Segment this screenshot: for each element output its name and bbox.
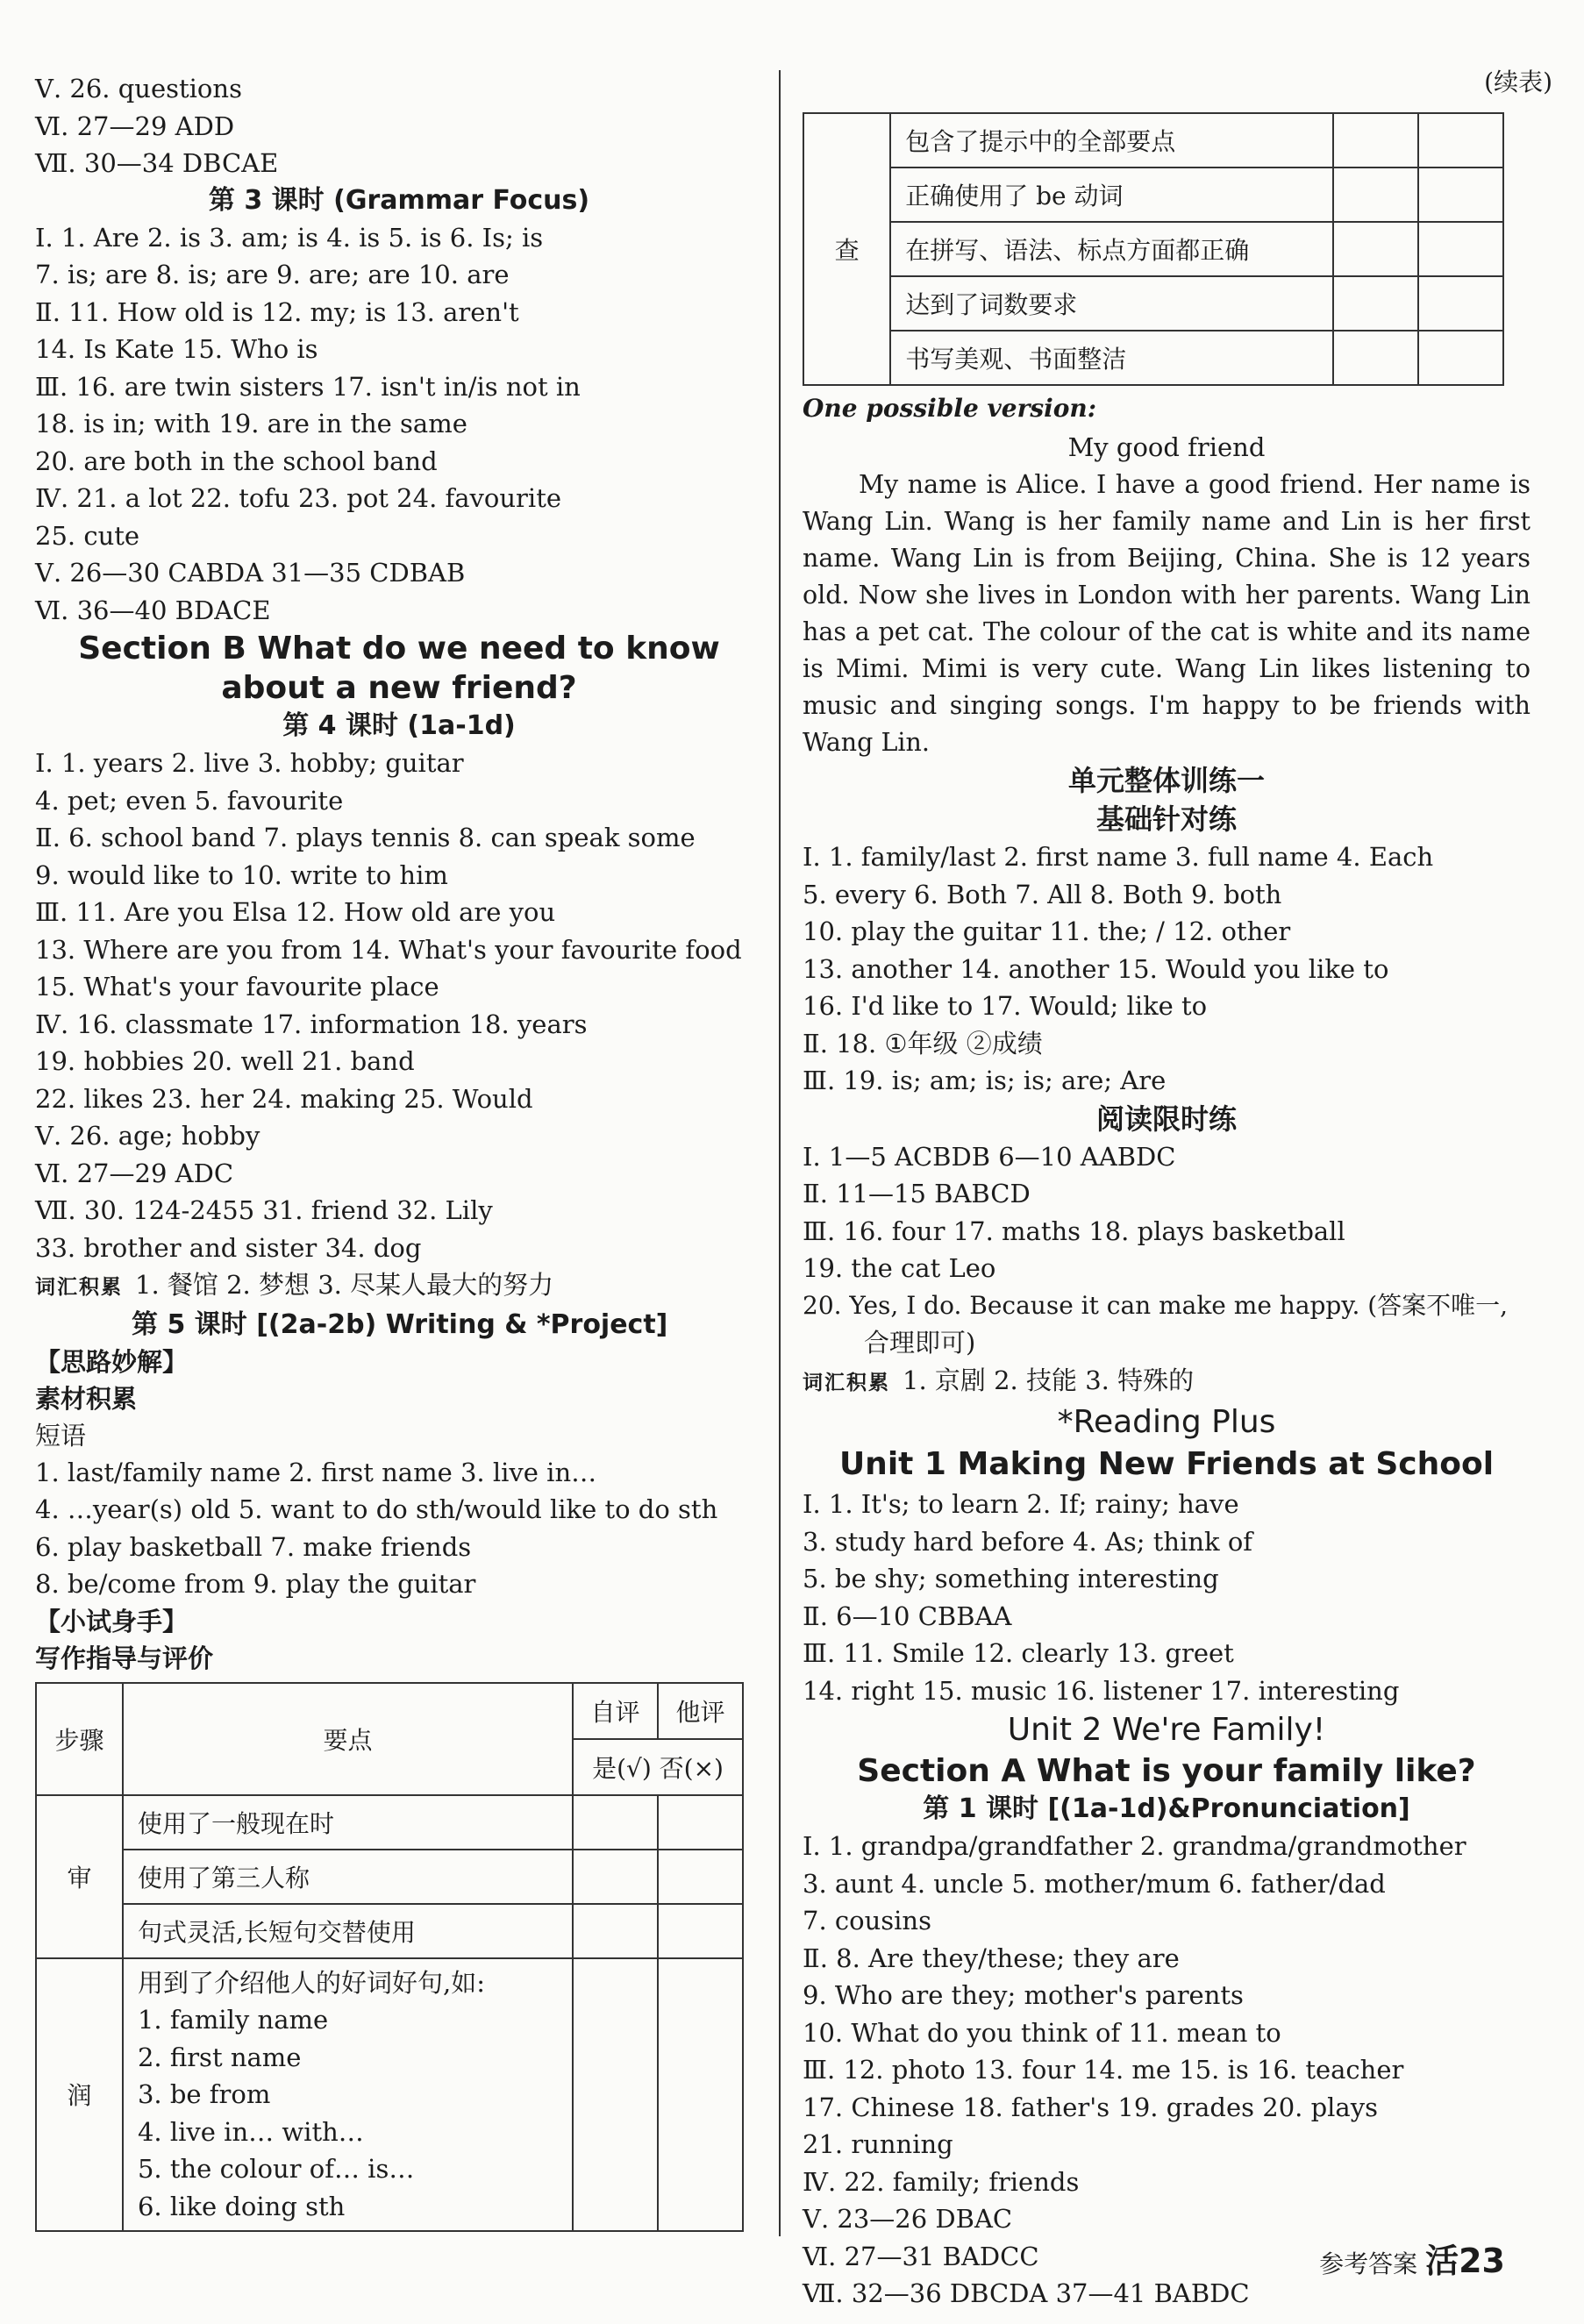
- basic-practice-heading: 基础针对练: [1095, 802, 1237, 836]
- answer-line: Ⅵ. 27—31 BADCC: [803, 2241, 1039, 2271]
- answer-line: 19. hobbies 20. well 21. band: [35, 1046, 415, 1076]
- phrase-line: 4. …year(s) old 5. want to do sth/would like to do sth: [35, 1494, 718, 1524]
- lesson-3-heading: 第 3 课时 (Grammar Focus): [208, 184, 590, 216]
- table-cell-line: 6. like doing sth: [137, 2191, 346, 2221]
- answer-line: Ⅰ. 1. years 2. live 3. hobby; guitar: [35, 748, 464, 778]
- table-header-self: 自评: [573, 1683, 658, 1739]
- answer-line: Ⅳ. 16. classmate 17. information 18. years: [35, 1009, 588, 1039]
- table-cell-line: 2. first name: [137, 2042, 302, 2072]
- phrase-line: 1. last/family name 2. first name 3. live in…: [35, 1457, 597, 1487]
- answer-line: 20. Yes, I do. Because it can make me happy. (答案不唯一,: [803, 1290, 1509, 1320]
- answer-line: Ⅰ. 1. grandpa/grandfather 2. grandma/grandmother: [803, 1831, 1466, 1861]
- step-run: 润: [36, 1958, 123, 2232]
- answer-line: 7. is; are 8. is; are 9. are; are 10. are: [35, 260, 510, 289]
- table-cell: 正确使用了 be 动词: [890, 168, 1332, 222]
- check-cell: [658, 1904, 743, 1958]
- check-cell: [1418, 331, 1503, 385]
- answer-line: Ⅶ. 30. 124-2455 31. friend 32. Lily: [35, 1195, 493, 1225]
- answer-line: Ⅱ. 6. school band 7. plays tennis 8. can speak some: [35, 823, 696, 852]
- table-header-step: 步骤: [36, 1683, 123, 1795]
- table-cell-line: 4. live in… with…: [137, 2116, 364, 2147]
- answer-line: Ⅰ. 1. Are 2. is 3. am; is 4. is 5. is 6. Is; is: [35, 222, 544, 253]
- continued-label: (续表): [1484, 68, 1552, 96]
- answer-line: 33. brother and sister 34. dog: [35, 1232, 422, 1263]
- section-b-heading-line2: about a new friend?: [221, 670, 577, 706]
- check-cell: [573, 1958, 658, 2232]
- answer-line: Ⅵ. 27—29 ADD: [35, 110, 235, 141]
- answer-line: 9. would like to 10. write to him: [35, 859, 448, 890]
- answer-line: 3. study hard before 4. As; think of: [803, 1526, 1253, 1557]
- lesson-1-heading: 第 1 课时 [(1a-1d)&Pronunciation]: [923, 1793, 1410, 1824]
- answer-line: Ⅱ. 8. Are they/these; they are: [803, 1943, 1180, 1973]
- check-cell: [1418, 168, 1503, 222]
- check-cell: [658, 1850, 743, 1904]
- footer-label: 参考答案: [1319, 2249, 1418, 2278]
- table-cell-line: 5. the colour of… is…: [137, 2154, 415, 2184]
- check-cell: [1418, 276, 1503, 331]
- unit-1-heading: Unit 1 Making New Friends at School: [838, 1446, 1495, 1482]
- answer-line: Ⅰ. 1—5 ACBDB 6—10 AABDC: [803, 1141, 1176, 1172]
- vocab-line: [803, 1362, 1530, 1402]
- brand-mark: 活: [1425, 2242, 1459, 2280]
- table-cell: [123, 1958, 573, 2232]
- answer-line: 21. running: [803, 2129, 953, 2159]
- answer-line: Ⅳ. 22. family; friends: [803, 2166, 1080, 2197]
- reading-plus-heading: *Reading Plus: [1057, 1404, 1276, 1440]
- check-cell: [1333, 331, 1418, 385]
- answer-line: Ⅲ. 19. is; am; is; is; are; Are: [803, 1066, 1167, 1095]
- xiaoshi-heading: 【小试身手】: [35, 1606, 189, 1636]
- answer-line: Ⅰ. 1. family/last 2. first name 3. full name 4. Each: [803, 842, 1434, 872]
- answer-line: Ⅵ. 27—29 ADC: [35, 1158, 234, 1188]
- answer-line: Ⅲ. 11. Smile 12. clearly 13. greet: [803, 1638, 1234, 1668]
- page-footer: [1319, 2234, 1505, 2282]
- table-header-peer: 他评: [658, 1683, 743, 1739]
- phrase-line: 6. play basketball 7. make friends: [35, 1531, 472, 1562]
- answer-line: Ⅰ. 1. It's; to learn 2. If; rainy; have: [803, 1489, 1239, 1519]
- answer-line: Ⅲ. 16. four 17. maths 18. plays basketball: [803, 1215, 1345, 1246]
- section-b-heading: Section B What do we need to know: [78, 631, 720, 667]
- answer-line: 10. What do you think of 11. mean to: [803, 2017, 1281, 2048]
- answer-line: Ⅵ. 36—40 BDACE: [35, 595, 271, 625]
- table-cell: 使用了第三人称: [123, 1850, 573, 1904]
- evaluation-table: [35, 1682, 744, 2233]
- vocab-text: 1. 餐馆 2. 梦想 3. 尽某人最大的努力: [135, 1270, 554, 1300]
- sucai-heading: 素材积累: [35, 1383, 138, 1414]
- answer-line: 19. the cat Leo: [803, 1253, 996, 1283]
- answer-line: Ⅴ. 26. age; hobby: [35, 1121, 260, 1151]
- lesson-4-heading: 第 4 课时 (1a-1d): [282, 710, 516, 741]
- vocab-tag: 词汇积累: [803, 1371, 890, 1394]
- answer-line: 4. pet; even 5. favourite: [35, 785, 344, 816]
- vocab-line: [35, 1266, 763, 1307]
- section-a-heading: Section A What is your family like?: [857, 1753, 1476, 1789]
- answer-line: Ⅲ. 11. Are you Elsa 12. How old are you: [35, 897, 556, 927]
- answer-line: 25. cute: [35, 520, 140, 551]
- xiezuo-heading: 写作指导与评价: [35, 1643, 214, 1673]
- answer-line: Ⅴ. 26—30 CABDA 31—35 CDBAB: [35, 558, 466, 588]
- unit-2-heading: Unit 2 We're Family!: [1007, 1712, 1326, 1748]
- check-cell: [658, 1958, 743, 2232]
- check-cell: [573, 1795, 658, 1850]
- step-shen: 审: [36, 1795, 123, 1958]
- check-cell: [1333, 276, 1418, 331]
- vocab-text: 1. 京剧 2. 技能 3. 特殊的: [903, 1365, 1195, 1395]
- phrase-line: 8. be/come from 9. play the guitar: [35, 1569, 476, 1599]
- table-cell-line: 用到了介绍他人的好词好句,如:: [137, 1967, 485, 1998]
- page-number: 23: [1459, 2242, 1505, 2280]
- sample-essay: [803, 428, 1530, 761]
- duanyu-label: 短语: [35, 1420, 87, 1451]
- right-column: [803, 112, 1530, 2313]
- essay-body: My name is Alice. I have a good friend. Her name is Wang Lin. Wang is her family name and Lin is her first name. Wang Lin is from Beijing, China. She is 12 years old. Now she lives in London with her parents. Wang Lin has a pet cat. The colour of the cat is white and its name is Mimi. Mimi is very cute. Wang Lin likes listening to music and singing songs. I'm happy to be friends with Wang Lin.: [803, 470, 1530, 757]
- silu-heading: 【思路妙解】: [35, 1346, 189, 1377]
- left-column: [35, 70, 763, 2232]
- table-cell: 句式灵活,长短句交替使用: [123, 1904, 573, 1958]
- table-cell-line: 1. family name: [137, 2005, 329, 2035]
- answer-line: 22. likes 23. her 24. making 25. Would: [35, 1083, 533, 1114]
- answer-line: 18. is in; with 19. are in the same: [35, 409, 467, 438]
- table-cell-line: 3. be from: [137, 2079, 271, 2109]
- answer-line: Ⅴ. 26. questions: [35, 74, 242, 103]
- answer-line: Ⅱ. 11. How old is 12. my; is 13. aren't: [35, 296, 519, 327]
- table-cell: 使用了一般现在时: [123, 1795, 573, 1850]
- answer-line: 3. aunt 4. uncle 5. mother/mum 6. father/dad: [803, 1868, 1386, 1899]
- answer-line: 14. Is Kate 15. Who is: [35, 334, 318, 364]
- answer-line: Ⅱ. 6—10 CBBAA: [803, 1600, 1012, 1631]
- check-cell: [1333, 222, 1418, 276]
- answer-line: 7. cousins: [803, 1906, 931, 1935]
- answer-line: 13. Where are you from 14. What's your favourite food: [35, 934, 742, 965]
- answer-line: Ⅱ. 18. ①年级 ②成绩: [803, 1028, 1043, 1059]
- answer-line: Ⅲ. 12. photo 13. four 14. me 15. is 16. teacher: [803, 2055, 1404, 2085]
- answer-line: Ⅶ. 30—34 DBCAE: [35, 148, 279, 178]
- vocab-tag: 词汇积累: [35, 1276, 123, 1299]
- check-cell: [1333, 168, 1418, 222]
- evaluation-table-continued: [803, 112, 1504, 386]
- table-cell: 达到了词数要求: [890, 276, 1332, 331]
- step-cha: 查: [803, 113, 890, 385]
- possible-version-label: One possible version:: [803, 394, 1097, 423]
- answer-line: 10. play the guitar 11. the; / 12. other: [803, 916, 1291, 946]
- check-cell: [1418, 222, 1503, 276]
- check-cell: [1418, 113, 1503, 168]
- answer-line: 20. are both in the school band: [35, 446, 438, 476]
- answer-line: 13. another 14. another 15. Would you like to: [803, 953, 1389, 984]
- answer-line: 15. What's your favourite place: [35, 972, 439, 1002]
- lesson-5-heading: 第 5 课时 [(2a-2b) Writing & *Project]: [132, 1308, 668, 1340]
- check-cell: [658, 1795, 743, 1850]
- essay-title: My good friend: [1067, 432, 1266, 462]
- reading-timed-heading: 阅读限时练: [1095, 1101, 1237, 1136]
- answer-line: Ⅱ. 11—15 BABCD: [803, 1179, 1031, 1208]
- answer-line: 16. I'd like to 17. Would; like to: [803, 991, 1208, 1021]
- check-cell: [573, 1850, 658, 1904]
- answer-line: 9. Who are they; mother's parents: [803, 1980, 1244, 2010]
- unit-training-heading: 单元整体训练一: [1067, 764, 1265, 797]
- answer-line: Ⅶ. 32—36 DBCDA 37—41 BABDC: [803, 2278, 1250, 2308]
- check-cell: [573, 1904, 658, 1958]
- answer-line: Ⅳ. 21. a lot 22. tofu 23. pot 24. favourite: [35, 483, 562, 513]
- table-header-mark: 是(√) 否(×): [573, 1739, 743, 1795]
- answer-line: 14. right 15. music 16. listener 17. interesting: [803, 1675, 1400, 1706]
- answer-line: 5. be shy; something interesting: [803, 1564, 1219, 1593]
- column-divider: [779, 70, 781, 2236]
- table-cell: 在拼写、语法、标点方面都正确: [890, 222, 1332, 276]
- check-cell: [1333, 113, 1418, 168]
- table-header-points: 要点: [123, 1683, 573, 1795]
- table-cell: 包含了提示中的全部要点: [890, 113, 1332, 168]
- table-cell: 书写美观、书面整洁: [890, 331, 1332, 385]
- answer-line: Ⅴ. 23—26 DBAC: [803, 2204, 1013, 2234]
- answer-line: Ⅲ. 16. are twin sisters 17. isn't in/is not in: [35, 371, 581, 402]
- answer-line: 5. every 6. Both 7. All 8. Both 9. both: [803, 879, 1282, 909]
- answer-line: 17. Chinese 18. father's 19. grades 20. plays: [803, 2092, 1378, 2122]
- answer-line-cont: 合理即可): [864, 1328, 976, 1358]
